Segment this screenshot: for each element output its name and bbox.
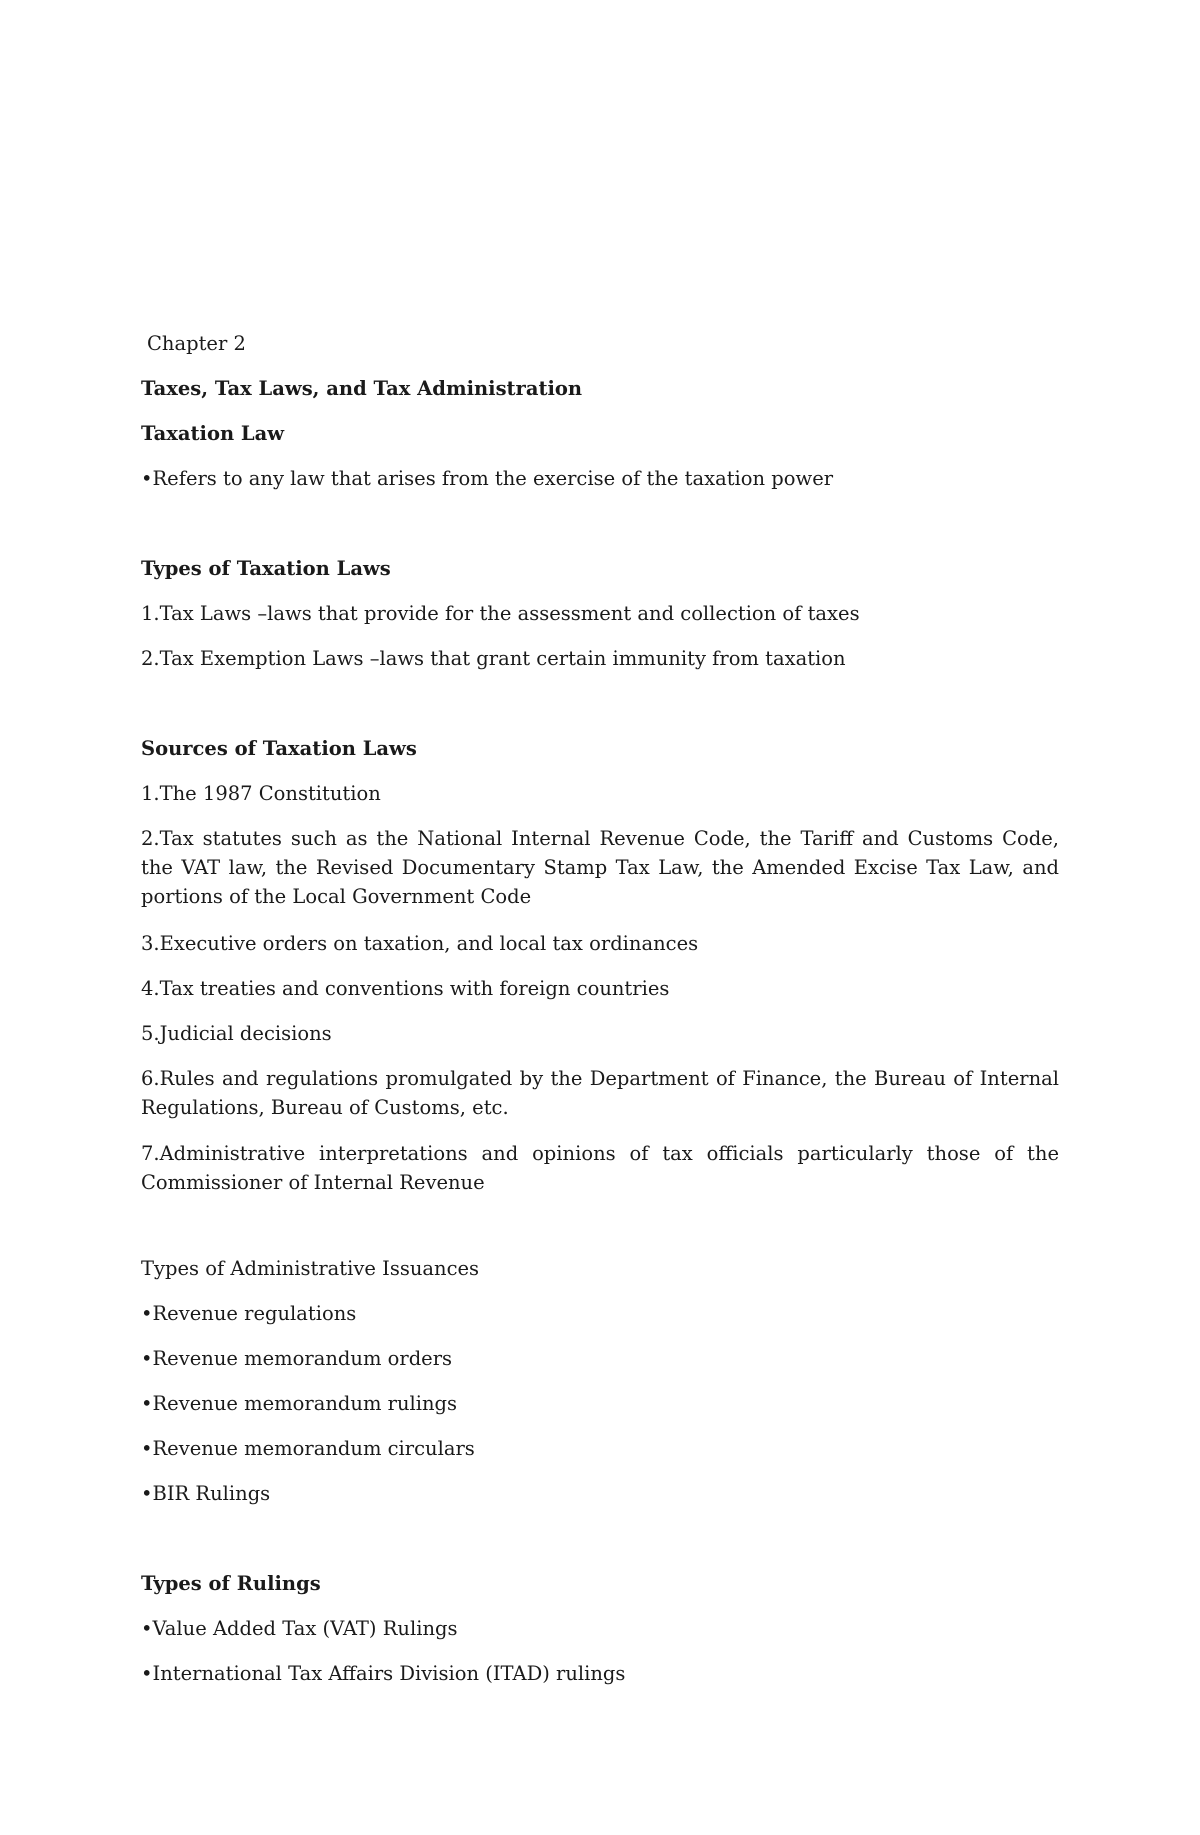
list-item: 2.Tax statutes such as the National Internal Revenue Code, the Tariff and Customs Code, the VAT law, the Revised Documentary Stamp Tax Law, the Amended Excise Tax Law, and portions of the Local Government Code: [141, 827, 1059, 908]
list-item: 2.Tax Exemption Laws –laws that grant certain immunity from taxation: [141, 647, 846, 670]
list-item: •International Tax Affairs Division (ITAD) rulings: [141, 1662, 626, 1685]
list-item: •Revenue regulations: [141, 1302, 357, 1325]
list-item: 6.Rules and regulations promulgated by the Department of Finance, the Bureau of Internal Regulations, Bureau of Customs, etc.: [141, 1067, 1059, 1119]
types-of-taxation-laws-heading: Types of Taxation Laws: [141, 557, 391, 580]
taxation-law-heading: Taxation Law: [141, 422, 285, 445]
document-title: Taxes, Tax Laws, and Tax Administration: [141, 377, 583, 400]
list-item: 3.Executive orders on taxation, and local tax ordinances: [141, 932, 699, 955]
list-item: •Value Added Tax (VAT) Rulings: [141, 1617, 458, 1640]
list-item: 1.Tax Laws –laws that provide for the assessment and collection of taxes: [141, 602, 860, 625]
types-of-rulings-heading: Types of Rulings: [141, 1572, 321, 1595]
administrative-issuances-heading: Types of Administrative Issuances: [141, 1257, 480, 1280]
list-item: •Revenue memorandum rulings: [141, 1392, 458, 1415]
list-item: 4.Tax treaties and conventions with foreign countries: [141, 977, 670, 1000]
taxation-law-definition: •Refers to any law that arises from the exercise of the taxation power: [141, 467, 834, 490]
list-item: 5.Judicial decisions: [141, 1022, 332, 1045]
sources-of-taxation-laws-heading: Sources of Taxation Laws: [141, 737, 417, 760]
list-item: •Revenue memorandum orders: [141, 1347, 453, 1370]
chapter-label: Chapter 2: [147, 332, 246, 355]
list-item: •BIR Rulings: [141, 1482, 271, 1505]
list-item: 1.The 1987 Constitution: [141, 782, 381, 805]
list-item: 7.Administrative interpretations and opinions of tax officials particularly those of the Commissioner of Internal Revenue: [141, 1142, 1059, 1194]
list-item: •Revenue memorandum circulars: [141, 1437, 475, 1460]
